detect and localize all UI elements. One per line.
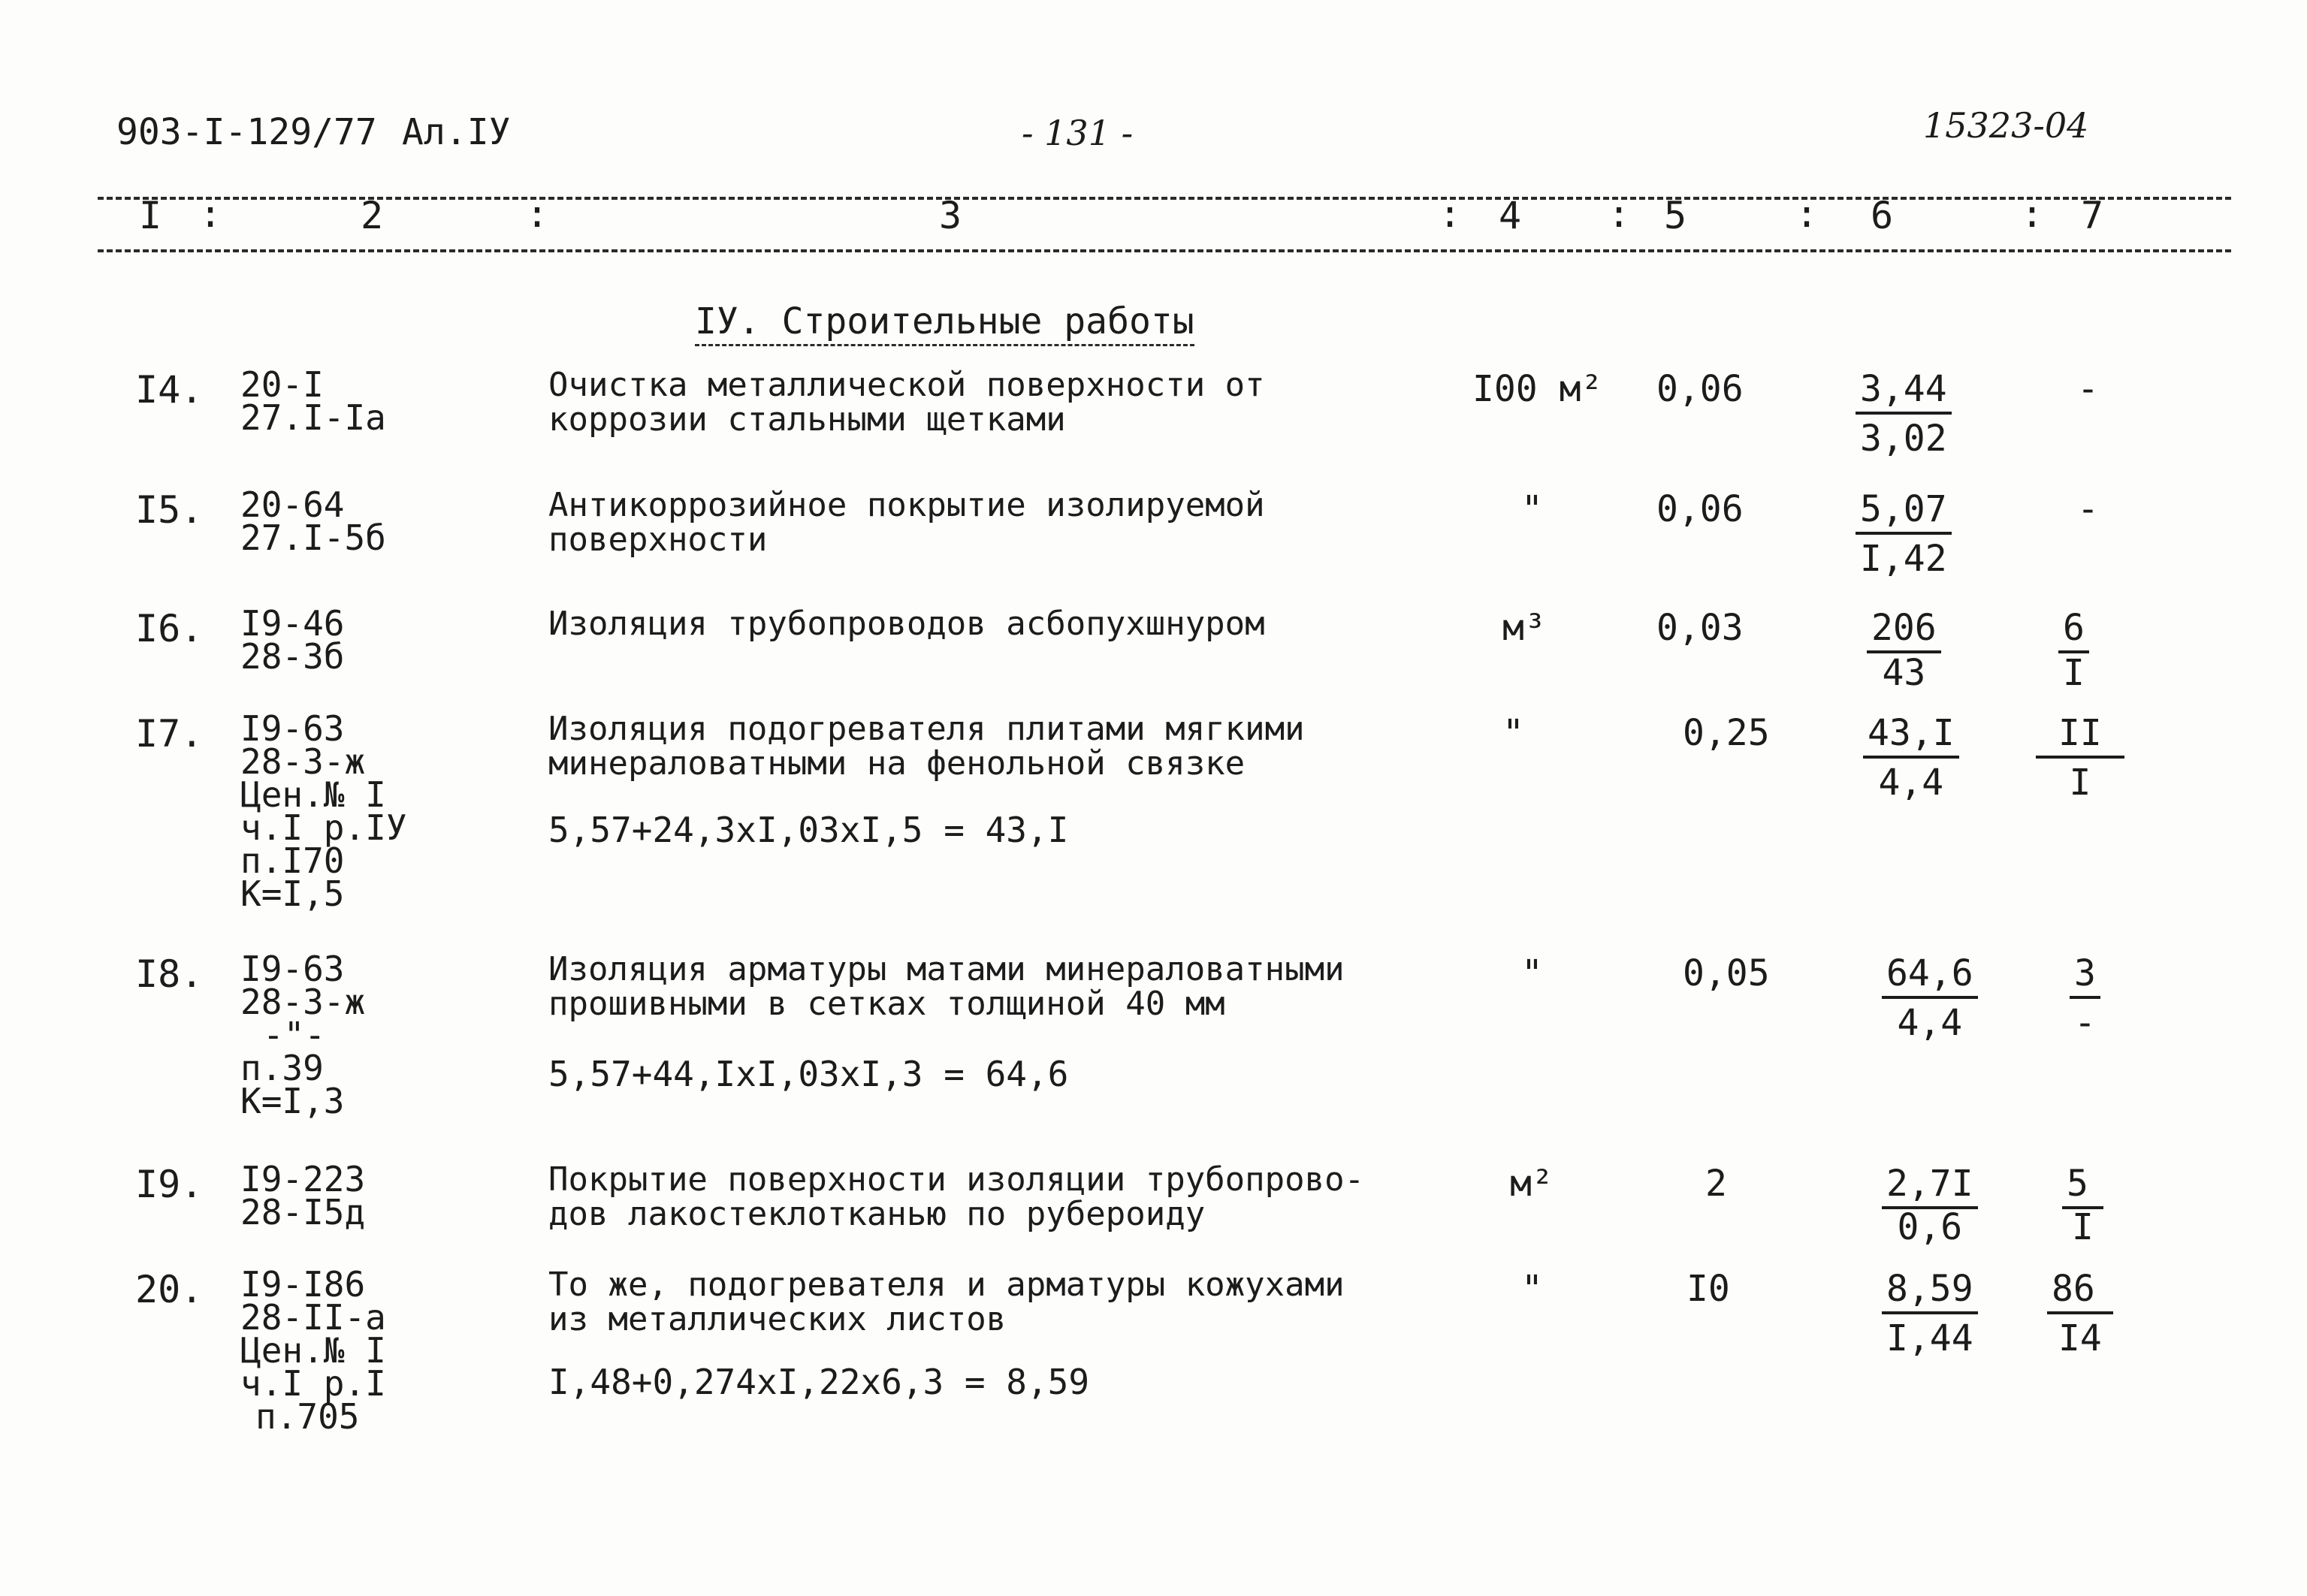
row-col6-fraction	[1882, 1268, 1978, 1359]
col6-top: 3,44	[1856, 368, 1952, 415]
column-separator: :	[199, 192, 222, 236]
row-col7-fraction	[2058, 607, 2089, 694]
section-title: IУ. Строительные работы	[695, 300, 1194, 346]
row-codes	[240, 484, 386, 558]
row-code: 20-I	[240, 364, 324, 405]
row-quantity: 0,03	[1656, 607, 1744, 649]
col6-top: 206	[1867, 607, 1941, 653]
row-quantity: 0,25	[1683, 712, 1770, 754]
row-description	[548, 952, 1345, 1021]
row-quantity: 0,06	[1656, 368, 1744, 410]
row-desc-line: То же, подогревателя и арматуры кожухами	[548, 1266, 1345, 1304]
header-bottom-rule	[98, 249, 2231, 252]
row-desc-line: Покрытие поверхности изоляции трубопрово-	[548, 1160, 1365, 1199]
column-separator: :	[1795, 192, 1819, 236]
col7-bottom: I	[2072, 1206, 2094, 1248]
col6-top: 43,I	[1863, 712, 1959, 759]
row-col7: -	[2077, 488, 2099, 530]
row-desc-line: Изоляция арматуры матами минераловатными	[548, 950, 1345, 988]
row-code: I9-223	[240, 1159, 366, 1199]
handwritten-stamp: 15323-04	[1923, 105, 2089, 146]
row-desc-line: поверхности	[548, 520, 768, 559]
row-unit: м³	[1502, 607, 1546, 649]
row-desc-line: Изоляция трубопроводов асбопухшнуром	[548, 605, 1265, 643]
row-calculation: I,48+0,274хI,22х6,3 = 8,59	[548, 1362, 1090, 1402]
column-separator: :	[1608, 192, 1631, 236]
row-number: I9.	[135, 1163, 204, 1206]
row-codes	[240, 1159, 366, 1232]
row-col6-fraction	[1867, 607, 1941, 694]
row-code: I9-63	[240, 949, 345, 989]
row-code: I9-46	[240, 603, 345, 644]
row-codes	[240, 949, 366, 1121]
row-code: 28-3-ж	[240, 741, 366, 782]
row-col7-fraction	[2070, 952, 2100, 1044]
row-code: п.705	[255, 1396, 360, 1437]
column-number-3: 3	[939, 194, 962, 237]
col6-bottom: I,44	[1886, 1317, 1973, 1359]
row-col6-fraction	[1856, 488, 1952, 580]
row-col6-fraction	[1863, 712, 1959, 804]
column-number-5: 5	[1664, 194, 1687, 237]
row-number: I8.	[135, 952, 204, 996]
row-desc-line: коррозии стальными щетками	[548, 400, 1066, 439]
row-calculation: 5,57+44,IхI,03хI,3 = 64,6	[548, 1054, 1069, 1094]
col7-bottom: -	[2074, 1002, 2096, 1044]
col6-top: 5,07	[1856, 488, 1952, 535]
row-code: Цен.№ I	[240, 774, 386, 815]
col6-bottom: 0,6	[1897, 1206, 1963, 1248]
row-codes	[240, 708, 407, 914]
col7-top: 6	[2058, 607, 2089, 653]
row-code: Цен.№ I	[240, 1330, 386, 1371]
row-desc-line: прошивными в сетках толщиной 40 мм	[548, 985, 1225, 1023]
row-code: I9-I86	[240, 1264, 366, 1305]
row-description	[548, 1160, 1365, 1233]
row-code: -"-	[263, 1015, 326, 1055]
row-code: К=I,5	[240, 873, 345, 914]
row-desc-line: Очистка металлической поверхности от	[548, 366, 1265, 404]
col6-bottom: 43	[1882, 652, 1926, 694]
col7-top: 5	[2062, 1163, 2103, 1209]
page-number: - 131 -	[1022, 113, 1134, 153]
col7-bottom: I	[2063, 652, 2085, 694]
row-calculation: 5,57+24,3хI,03хI,5 = 43,I	[548, 810, 1069, 850]
row-col6-fraction	[1882, 952, 1978, 1044]
row-codes	[240, 1264, 386, 1437]
row-unit: "	[1521, 952, 1543, 994]
album-label: Ал.IУ	[402, 111, 511, 153]
row-number: I7.	[135, 712, 204, 756]
column-number-6: 6	[1871, 194, 1894, 237]
row-quantity: I0	[1686, 1268, 1730, 1310]
row-col7-fraction	[2062, 1163, 2103, 1248]
col6-bottom: 4,4	[1897, 1002, 1963, 1044]
row-description	[548, 712, 1305, 781]
row-codes	[240, 364, 386, 438]
document-code: 903-I-129/77	[116, 111, 377, 153]
row-quantity: 0,06	[1656, 488, 1744, 530]
row-desc-line: Изоляция подогревателя плитами мягкими	[548, 710, 1305, 748]
row-code: 27.I-Ia	[240, 397, 386, 438]
row-desc-line: дов лакостеклотканью по рубероиду	[548, 1195, 1206, 1233]
row-number: 20.	[135, 1268, 204, 1311]
row-unit: I00 м²	[1472, 368, 1603, 410]
col7-bottom: I4	[2058, 1317, 2102, 1359]
col7-top: 3	[2070, 952, 2100, 999]
col6-bottom: I,42	[1860, 538, 1947, 580]
row-number: I5.	[135, 488, 204, 532]
col6-top: 8,59	[1882, 1268, 1978, 1314]
column-separator: :	[2021, 192, 2044, 236]
col6-bottom: 3,02	[1860, 418, 1947, 460]
column-number-7: 7	[2081, 194, 2104, 237]
row-col6-fraction	[1856, 368, 1952, 460]
column-separator: :	[1439, 192, 1462, 236]
row-number: I6.	[135, 607, 204, 650]
row-col7-fraction	[2047, 1268, 2113, 1359]
row-desc-line: из металлических листов	[548, 1300, 1007, 1338]
header-top-rule	[98, 197, 2231, 200]
row-description	[548, 1268, 1345, 1337]
row-desc-line: минераловатными на фенольной связке	[548, 744, 1246, 783]
row-code: 28-3-ж	[240, 982, 366, 1022]
row-code: п.I70	[240, 840, 345, 881]
row-col6-fraction	[1882, 1163, 1978, 1248]
col6-bottom: 4,4	[1878, 762, 1944, 804]
row-unit: "	[1521, 1268, 1543, 1310]
col6-top: 2,7I	[1882, 1163, 1978, 1209]
row-code: 28-II-а	[240, 1297, 386, 1338]
row-code: ч.I р.I	[240, 1363, 386, 1404]
row-code: 28-I5д	[240, 1192, 366, 1232]
row-col7-fraction	[2036, 712, 2124, 804]
row-code: I9-63	[240, 708, 345, 749]
row-description	[548, 607, 1265, 641]
row-number: I4.	[135, 368, 204, 412]
col6-top: 64,6	[1882, 952, 1978, 999]
row-description	[548, 368, 1265, 437]
row-code: ч.I р.IУ	[240, 807, 407, 848]
column-number-1: I	[139, 194, 162, 237]
row-code: К=I,3	[240, 1081, 345, 1121]
column-number-2: 2	[361, 194, 384, 237]
col7-top: II	[2036, 712, 2124, 759]
col7-top: 86	[2047, 1268, 2113, 1314]
row-description	[548, 488, 1265, 557]
row-code: 27.I-5б	[240, 517, 386, 558]
row-code: 20-64	[240, 484, 345, 525]
row-unit: м²	[1510, 1163, 1554, 1205]
column-separator: :	[526, 192, 549, 236]
row-unit: "	[1502, 712, 1524, 754]
row-quantity: 2	[1705, 1163, 1727, 1205]
row-codes	[240, 603, 345, 677]
row-unit: "	[1521, 488, 1543, 530]
row-code: п.39	[240, 1048, 324, 1088]
col7-bottom: I	[2069, 762, 2091, 804]
row-code: 28-3б	[240, 636, 345, 677]
column-number-4: 4	[1499, 194, 1522, 237]
row-desc-line: Антикоррозийное покрытие изолируемой	[548, 486, 1265, 524]
row-col7: -	[2077, 368, 2099, 410]
row-quantity: 0,05	[1683, 952, 1770, 994]
